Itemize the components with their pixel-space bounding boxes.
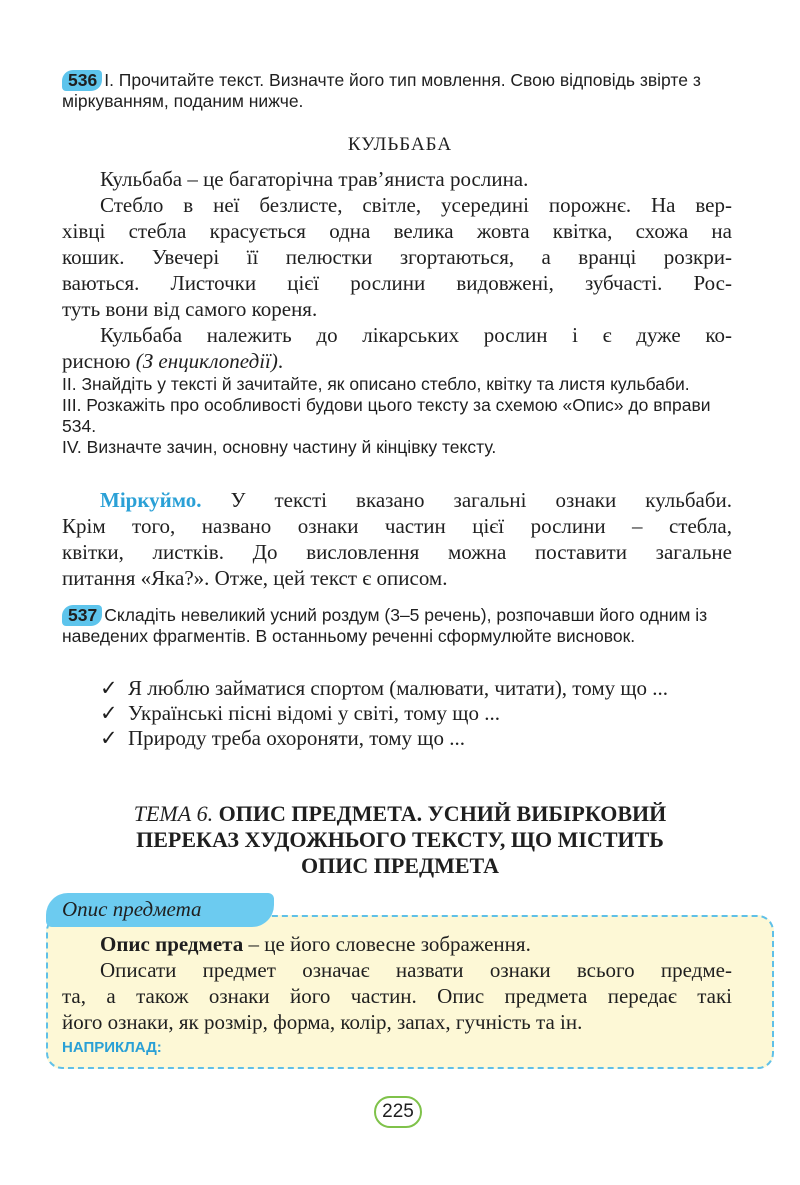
fragment-list <box>100 676 740 751</box>
rule-term: Опис предмета <box>100 932 244 956</box>
task-item: IV. Визначте зачин, основну частину й кінцівку тексту. <box>62 437 497 457</box>
text-title: КУЛЬБАБА <box>347 134 453 155</box>
text-paragraph-2: Стебло в неї безлисте, світле, усередині порожнє. На вер- хівці стебла красується одна велика жовта квітка, схожа на кошик. Увечері її пелюстки згортаються, а вранці розкри- ваються. Листочки цієї рослини видовжені, зубчасті. Рос- туть вони від самого кореня. <box>62 193 732 321</box>
text-paragraph-3: Кульбаба належить до лікарських рослин і є дуже ко- рисною (З енциклопедії). <box>62 323 732 373</box>
topic-heading: ТЕМА 6. ОПИС ПРЕДМЕТА. УСНИЙ ВИБІРКОВИЙ ПЕРЕКАЗ ХУДОЖНЬОГО ТЕКСТУ, ЩО МІСТИТЬ ОПИС ПРЕДМЕТА <box>133 801 667 878</box>
text-paragraph-1: Кульбаба – це багаторічна трав’яниста рослина. <box>100 167 529 191</box>
list-item: ✓ Я люблю займатися спортом (малювати, читати), тому що ... <box>100 676 669 700</box>
reasoning-block: Міркуймо. У тексті вказано загальні ознаки кульбаби. Крім того, названо ознаки частин цієї рослини – стебла, квітки, листків. До висловлення можна поставити загальне питання «Яка?». Отже, цей текст є описом. <box>62 488 733 590</box>
exercise-536 <box>62 70 738 112</box>
rule-text: Опис предмета – це його словесне зображення. Описати предмет означає назвати ознаки всього предме- та, а також ознаки його частин. Опис предмета передає такі його ознаки, як розмір, форма, колір, запах, гучність та ін. НАПРИКЛАД: <box>100 931 732 1061</box>
list-item: ✓ Українські пісні відомі у світі, тому що ... <box>100 701 500 725</box>
rule-tag: Опис предмета <box>46 893 274 927</box>
exercise-number-badge: 536 <box>62 70 102 91</box>
task-item: ІІІ. Розкажіть про особливості будови цього тексту за схемою «Опис» до вправи 534. <box>62 395 711 436</box>
list-item: ✓ Природу треба охороняти, тому що ... <box>100 726 465 750</box>
exercise-number-badge: 537 <box>62 605 102 626</box>
task-item: ІІ. Знайдіть у тексті й зачитайте, як описано стебло, квітку та листя кульбаби. <box>62 374 690 394</box>
exercise-task: І. Прочитайте текст. Визначте його тип мовлення. Свою відповідь звірте з міркуванням, поданим нижче. <box>62 70 701 111</box>
reasoning-label: Міркуймо. <box>100 488 202 512</box>
example-label: НАПРИКЛАД: <box>62 1039 162 1056</box>
source-note: (З енциклопедії) <box>135 349 278 373</box>
page-number: 225 <box>374 1096 422 1128</box>
checkmark-icon: ✓ <box>100 676 118 700</box>
task-list <box>62 374 738 458</box>
checkmark-icon: ✓ <box>100 701 118 725</box>
checkmark-icon: ✓ <box>100 726 118 750</box>
exercise-task: Складіть невеликий усний роздум (3–5 речень), розпочавши його одним із наведених фрагментів. В останньому реченні сформулюйте висновок. <box>62 605 708 646</box>
exercise-537 <box>62 605 738 647</box>
